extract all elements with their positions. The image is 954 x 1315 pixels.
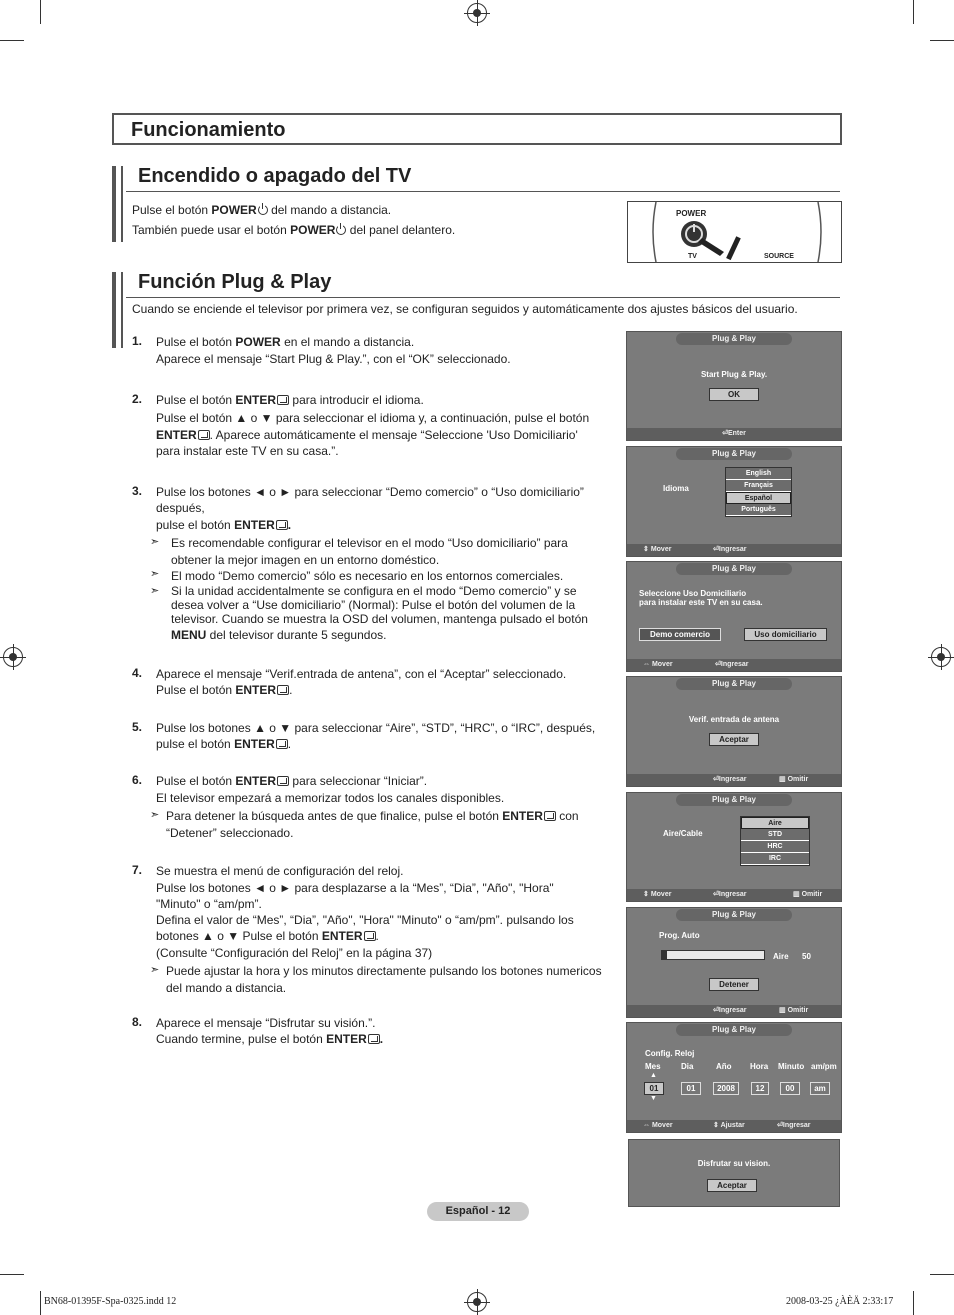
divider: [126, 191, 840, 192]
down-arrow-icon: ▼: [650, 1095, 657, 1102]
enter-hint: ⏎Ingresar: [713, 776, 747, 783]
language-list: [725, 467, 792, 517]
step-3-line: pulse el botón ENTER .: [156, 518, 292, 532]
skip-hint: ▥ Omitir: [793, 891, 823, 898]
registration-mark-icon: [467, 3, 487, 23]
step-1-line: Aparece el mensaje “Start Plug & Play.”, con el “OK” seleccionado.: [156, 352, 511, 366]
enter-icon: [368, 1034, 380, 1044]
source-value: Aire: [773, 952, 789, 961]
osd-tab: Plug & Play: [676, 794, 792, 806]
step-number: 5.: [132, 720, 143, 734]
note-arrow-icon: ➣: [150, 568, 160, 580]
osd-footer: ⏎Enter: [627, 428, 841, 440]
channel-value: 50: [802, 952, 811, 961]
osd-tab: Plug & Play: [676, 448, 792, 460]
enter-hint: ⏎Ingresar: [713, 1007, 747, 1014]
auto-program-label: Prog. Auto: [659, 931, 700, 940]
move-hint: ⇔ Mover: [643, 1122, 673, 1129]
enter-icon: [364, 931, 376, 941]
language-option[interactable]: Français: [726, 480, 791, 492]
osd-message: Seleccione Uso Domiciliario: [639, 589, 747, 598]
crop-mark: [0, 40, 24, 41]
hour-field[interactable]: 12: [751, 1082, 769, 1095]
step-7-line: Pulse los botones ◄ o ► para desplazarse a la “Mes”, “Dia”, "Año", "Hora": [156, 881, 554, 895]
registration-mark-icon: [931, 647, 951, 667]
language-option[interactable]: Português: [726, 504, 791, 516]
osd-message: Disfrutar su vision.: [697, 1159, 771, 1168]
remote-power-label: POWER: [676, 209, 707, 218]
progress-fill: [662, 951, 667, 959]
power-icon: [258, 205, 268, 215]
step-number: 1.: [132, 334, 143, 348]
step-7-line: "Minuto" o “am/pm”.: [156, 897, 262, 911]
adjust-hint: ⇕ Ajustar: [713, 1122, 745, 1129]
osd-enjoy: [628, 1139, 840, 1207]
step-7-line: Se muestra el menú de configuración del reloj.: [156, 864, 404, 878]
step-4-line: Pulse el botón ENTER .: [156, 683, 293, 697]
step-4-line: Aparece el mensaje “Verif.entrada de antena”, con el “Aceptar” seleccionado.: [156, 667, 567, 681]
step-number: 4.: [132, 666, 143, 680]
osd-clock: [626, 1022, 842, 1133]
osd-footer: [627, 1120, 841, 1132]
move-hint: ⇕ Mover: [643, 546, 672, 553]
remote-source-label: SOURCE: [764, 253, 794, 260]
move-hint: ⇔ Mover: [643, 661, 673, 668]
minute-field[interactable]: 00: [780, 1082, 800, 1095]
crop-mark: [930, 1274, 954, 1275]
col-hour: Hora: [750, 1062, 769, 1071]
enter-hint: ⏎Ingresar: [777, 1122, 811, 1129]
osd-message: para instalar este TV en su casa.: [639, 598, 763, 607]
enter-icon: [277, 685, 289, 695]
step-1-line: Pulse el botón POWER en el mando a distancia.: [156, 335, 415, 349]
osd-tab: Plug & Play: [676, 1024, 792, 1036]
crop-mark: [913, 1291, 914, 1315]
step-7-note: Puede ajustar la hora y los minutos directamente pulsando los botones numericos: [166, 964, 602, 978]
osd-footer: [627, 659, 841, 671]
col-day: Dia: [681, 1062, 694, 1071]
home-use-button[interactable]: Uso domiciliario: [744, 628, 827, 641]
heading-bar: [112, 272, 123, 348]
osd-tab: Plug & Play: [676, 563, 792, 575]
move-hint: ⇕ Mover: [643, 891, 672, 898]
step-6-line: Pulse el botón ENTER para seleccionar “Iniciar”.: [156, 774, 428, 788]
page-number: Español - 12: [427, 1202, 529, 1221]
air-cable-option[interactable]: HRC: [741, 841, 809, 853]
step-3-note: Es recomendable configurar el televisor en el modo “Uso domiciliario” para: [171, 536, 568, 550]
crop-mark: [913, 0, 914, 24]
air-cable-label: Aire/Cable: [663, 829, 703, 838]
heading-bar: [112, 166, 123, 242]
day-field[interactable]: 01: [681, 1082, 701, 1095]
step-3-note: El modo “Demo comercio” sólo es necesario en los entornos comerciales.: [171, 569, 564, 583]
month-field[interactable]: 01: [644, 1082, 664, 1095]
accept-button[interactable]: Aceptar: [709, 733, 759, 746]
step-3-note: obtener la mejor imagen en un entorno doméstico.: [171, 553, 440, 567]
registration-mark-icon: [467, 1292, 487, 1312]
osd-auto-program: [626, 907, 842, 1018]
step-number: 2.: [132, 392, 143, 406]
step-5-line: pulse el botón ENTER .: [156, 737, 292, 751]
osd-tab: Plug & Play: [676, 678, 792, 690]
crop-mark: [40, 0, 41, 24]
step-2-line: ENTER . Aparece automáticamente el mensaje “Seleccione 'Uso Domiciliario': [156, 428, 578, 442]
osd-antenna: [626, 676, 842, 787]
accept-button[interactable]: Aceptar: [707, 1179, 757, 1192]
step-6-note: Para detener la búsqueda antes de que finalice, pulse el botón ENTER con: [166, 809, 579, 823]
registration-mark-icon: [3, 647, 23, 667]
enter-icon: [198, 430, 210, 440]
enter-icon: [277, 776, 289, 786]
step-7-line: botones ▲ o ▼ Pulse el botón ENTER .: [156, 929, 379, 943]
air-cable-option[interactable]: IRC: [741, 853, 809, 865]
note-arrow-icon: ➣: [150, 536, 160, 548]
step-3-note: Si la unidad accidentalmente se configura en el modo “Demo comercio” y se: [171, 584, 577, 598]
power-line-1: Pulse el botón POWER del mando a distancia.: [132, 203, 392, 217]
step-number: 7.: [132, 863, 143, 877]
air-cable-list: [740, 816, 810, 866]
osd-message: Start Plug & Play.: [700, 370, 768, 379]
enter-hint: ⏎Ingresar: [713, 546, 747, 553]
divider: [126, 297, 840, 298]
step-6-note: “Detener” seleccionado.: [166, 826, 294, 840]
up-arrow-icon: ▲: [650, 1072, 657, 1079]
language-option[interactable]: Español: [726, 492, 791, 504]
enter-icon: [276, 739, 288, 749]
osd-start-plug-play: [626, 331, 842, 441]
osd-air-cable: [626, 792, 842, 902]
crop-mark: [930, 40, 954, 41]
step-3-note: MENU del televisor durante 5 segundos.: [171, 628, 387, 642]
col-year: Año: [716, 1062, 732, 1071]
year-field[interactable]: 2008: [713, 1082, 739, 1095]
col-ampm: am/pm: [811, 1062, 837, 1071]
section-title-box: [112, 113, 842, 145]
step-3-line: después,: [156, 501, 205, 515]
osd-tab: Plug & Play: [676, 909, 792, 921]
crop-mark: [40, 1291, 41, 1315]
power-icon: [336, 225, 346, 235]
remote-tv-label: TV: [688, 253, 697, 260]
step-5-line: Pulse los botones ▲ o ▼ para seleccionar “Aire”, “STD”, “HRC”, o “IRC”, después,: [156, 721, 596, 735]
step-number: 3.: [132, 484, 143, 498]
step-2-line: Pulse el botón ENTER para introducir el idioma.: [156, 393, 424, 407]
note-arrow-icon: ➣: [150, 585, 160, 597]
remote-icon: [628, 202, 841, 262]
language-label: Idioma: [663, 484, 689, 493]
osd-footer: [627, 1005, 841, 1017]
air-cable-option[interactable]: STD: [741, 829, 809, 841]
step-7-line: Defina el valor de “Mes”, “Dia”, "Año", "Hora" "Minuto" o “am/pm”. pulsando los: [156, 913, 574, 927]
step-7-note: del mando a distancia.: [166, 981, 287, 995]
enter-hint: ⏎Ingresar: [713, 891, 747, 898]
enter-icon: [544, 811, 556, 821]
air-cable-option[interactable]: Aire: [741, 817, 809, 829]
step-3-note: desea volver a “Use domiciliario” (Normal): Pulse el botón del volumen de la: [171, 598, 576, 612]
step-2-line: para instalar este TV en su casa.”.: [156, 444, 339, 458]
demo-store-button[interactable]: Demo comercio: [639, 628, 721, 641]
col-minute: Minuto: [778, 1062, 805, 1071]
osd-footer: [627, 889, 841, 901]
power-heading: Encendido o apagado del TV: [138, 165, 412, 187]
step-6-line: El televisor empezará a memorizar todos los canales disponibles.: [156, 791, 505, 805]
section-title: Funcionamiento: [131, 119, 286, 141]
step-2-line: Pulse el botón ▲ o ▼ para seleccionar el idioma y, a continuación, pulse el botón: [156, 411, 590, 425]
skip-hint: ▥ Omitir: [779, 1007, 809, 1014]
crop-mark: [0, 1274, 24, 1275]
step-3-note: televisor. Cuando se muestra la OSD del volumen, mantenga pulsado el botón: [171, 612, 588, 626]
col-month: Mes: [645, 1062, 661, 1071]
step-8-line: Aparece el mensaje “Disfrutar su visión.”.: [156, 1016, 376, 1030]
step-8-line: Cuando termine, pulse el botón ENTER .: [156, 1032, 384, 1046]
date-slug: 2008-03-25 ¿ÀÈÄ 2:33:17: [786, 1296, 894, 1307]
osd-footer: [627, 544, 841, 556]
step-number: 6.: [132, 773, 143, 787]
file-slug: BN68-01395F-Spa-0325.indd 12: [44, 1296, 177, 1307]
enter-hint: ⏎Ingresar: [715, 661, 749, 668]
step-3-line: Pulse los botones ◄ o ► para seleccionar “Demo comercio” o “Uso domiciliario”: [156, 485, 584, 499]
power-line-2: También puede usar el botón POWER del panel delantero.: [132, 223, 456, 237]
clock-label: Config. Reloj: [645, 1049, 695, 1058]
enter-icon: [277, 395, 289, 405]
plug-intro: Cuando se enciende el televisor por primera vez, se configuran seguidos y automáticamente dos ajustes básicos del usuario.: [132, 302, 798, 316]
enter-icon: [276, 520, 288, 530]
progress-bar: [661, 950, 765, 960]
step-7-line: (Consulte “Configuración del Reloj” en la página 37): [156, 946, 433, 960]
osd-footer: [627, 774, 841, 786]
note-arrow-icon: ➣: [150, 809, 160, 821]
osd-message: Verif. entrada de antena: [688, 715, 780, 724]
osd-home-use: [626, 561, 842, 672]
stop-button[interactable]: Detener: [709, 978, 759, 991]
plug-heading: Función Plug & Play: [138, 271, 332, 293]
note-arrow-icon: ➣: [150, 964, 160, 976]
osd-tab: Plug & Play: [676, 333, 792, 345]
osd-language: [626, 446, 842, 557]
step-number: 8.: [132, 1015, 143, 1029]
remote-illustration: [627, 201, 842, 263]
ok-button[interactable]: OK: [709, 388, 759, 401]
language-option[interactable]: English: [726, 468, 791, 480]
ampm-field[interactable]: am: [810, 1082, 830, 1095]
skip-hint: ▥ Omitir: [779, 776, 809, 783]
